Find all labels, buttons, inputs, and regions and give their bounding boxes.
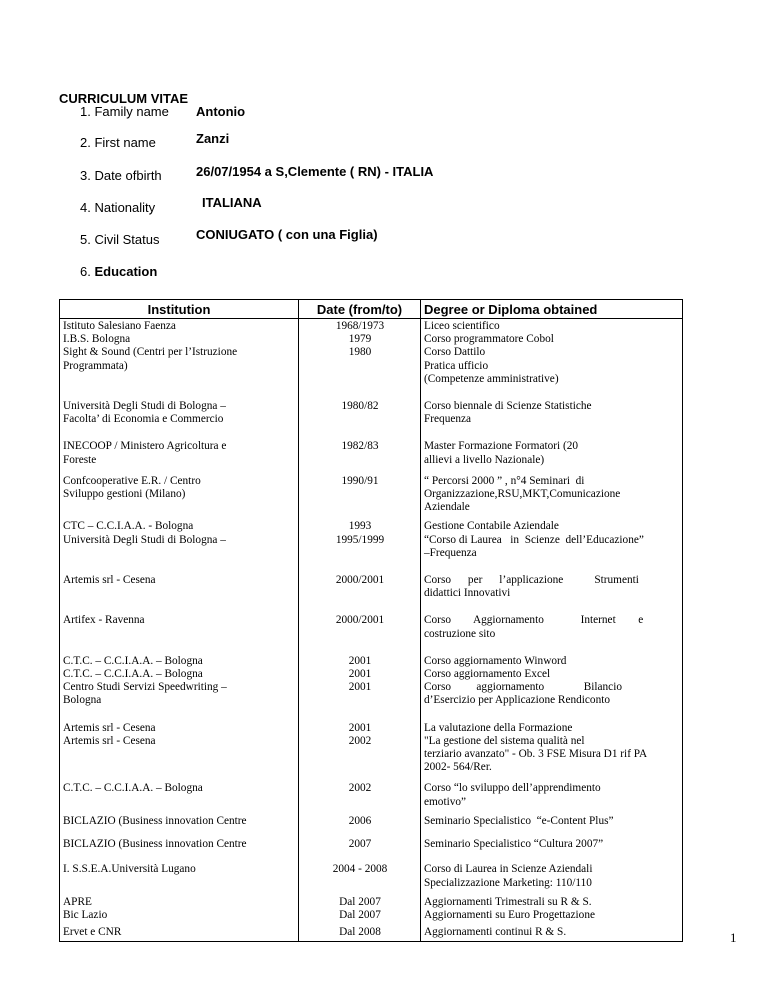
cell-degree [421, 562, 683, 602]
cell-date-line: 1993 [348, 520, 372, 533]
cell-date [299, 924, 421, 942]
cell-degree-line: d’Esercizio per Applicazione Rendiconto [424, 694, 611, 707]
cell-degree-line: “ Percorsi 2000 ” , n°4 Seminari di [424, 474, 585, 487]
cell-degree-line: Corso aggiornamento Bilancio [424, 681, 622, 694]
page-number: 1 [730, 930, 737, 945]
cell-institution [60, 428, 299, 468]
education-heading [80, 264, 157, 279]
cell-degree-line: Corso “lo sviluppo dell’apprendimento [424, 782, 601, 795]
cell-degree-line: Corso aggiornamento Winword [424, 654, 567, 667]
cell-degree [421, 319, 683, 389]
cell-date-line: 2001 [348, 668, 372, 681]
cell-institution-line: Istituto Salesiano Faenza [63, 320, 176, 332]
table-row [60, 562, 683, 602]
cell-institution [60, 602, 299, 642]
cell-institution-line: Università Degli Studi di Bologna – [63, 533, 226, 546]
cell-degree [421, 811, 683, 830]
cell-institution-line: C.T.C. – C.C.I.A.A. – Bologna [63, 654, 203, 667]
cell-date-line: 2001 [348, 654, 372, 667]
cell-date-line: 2004 - 2008 [332, 863, 388, 876]
table-row [60, 469, 683, 517]
table-row [60, 388, 683, 428]
cell-institution-line: Sight & Sound (Centri per l’Istruzione [63, 346, 238, 359]
cell-date-line: 1982/83 [341, 440, 379, 453]
cell-date [299, 388, 421, 428]
column-header-date: Date (from/to) [299, 300, 421, 319]
cell-date-line: Dal 2007 [339, 908, 381, 921]
cell-degree-line: –Frequenza [424, 546, 477, 559]
table-row [60, 428, 683, 468]
cell-degree-line: Organizzazione,RSU,MKT,Comunicazione [424, 488, 621, 501]
cell-date-line: Dal 2007 [339, 895, 381, 908]
cell-institution-line: BICLAZIO (Business innovation Centre [63, 838, 247, 851]
cell-degree-line: emotivo” [424, 795, 467, 808]
field-value-nationality: ITALIANA [202, 195, 262, 210]
cell-degree-line: Specializzazione Marketing: 110/110 [424, 876, 592, 889]
table-row [60, 924, 683, 942]
cell-degree-line: Frequenza [424, 413, 472, 426]
cell-degree [421, 643, 683, 710]
cell-degree [421, 853, 683, 891]
cell-date-line: 2001 [348, 721, 372, 734]
table-row [60, 892, 683, 924]
cell-degree-line: “Corso di Laurea in Scienze dell’Educazione” [424, 533, 644, 546]
cell-institution [60, 319, 299, 389]
education-heading-number: 6. [80, 264, 91, 279]
cell-date [299, 319, 421, 389]
table-row [60, 710, 683, 777]
cell-date [299, 428, 421, 468]
cell-degree-line: Aggiornamenti Trimestrali su R & S. [424, 895, 592, 908]
cell-degree-line: didattici Innovativi [424, 587, 511, 600]
cell-institution [60, 710, 299, 777]
cell-institution-line: Ervet e CNR [63, 926, 122, 939]
cell-date-line: 2006 [348, 814, 372, 827]
cell-date [299, 562, 421, 602]
cell-institution-line: Centro Studi Servizi Speedwriting – [63, 681, 227, 694]
cell-date [299, 643, 421, 710]
cell-degree [421, 602, 683, 642]
cell-date-line: 2000/2001 [335, 614, 385, 627]
cell-institution-line: APRE [63, 895, 92, 908]
cell-degree [421, 428, 683, 468]
cell-date [299, 853, 421, 891]
field-value-family-name: Antonio [196, 104, 246, 119]
cell-institution-line: I.B.S. Bologna [63, 333, 131, 346]
cell-degree [421, 710, 683, 777]
cell-degree-line: Aziendale [424, 501, 470, 514]
cell-degree-line: Seminario Specialistico “e-Content Plus” [424, 814, 614, 827]
cell-date-line: 1980 [348, 346, 372, 359]
cell-date-line: 1968/1973 [335, 320, 385, 332]
cell-degree-line: costruzione sito [424, 627, 496, 640]
cell-degree-line: Corso biennale di Scienze Statistiche [424, 400, 592, 413]
cell-degree [421, 830, 683, 853]
cell-degree [421, 469, 683, 517]
cell-degree-line: Seminario Specialistico “Cultura 2007” [424, 838, 604, 851]
cell-degree-line: Corso programmatore Cobol [424, 333, 554, 346]
cell-institution-line: Confcooperative E.R. / Centro [63, 474, 201, 487]
cell-institution-line: C.T.C. – C.C.I.A.A. – Bologna [63, 782, 203, 795]
cell-institution-line: Università Degli Studi di Bologna – [63, 400, 226, 413]
cell-date-line: 1995/1999 [335, 533, 385, 546]
column-header-degree: Degree or Diploma obtained [421, 300, 683, 319]
cell-degree-line: allievi a livello Nazionale) [424, 453, 545, 466]
cell-date-line: 2002 [348, 782, 372, 795]
field-value-date-of-birth: 26/07/1954 a S,Clemente ( RN) - ITALIA [196, 164, 434, 179]
cell-date-line: 2001 [348, 681, 372, 694]
cell-date-line: 2002 [348, 734, 372, 747]
field-label-date-of-birth: 3. Date ofbirth [80, 168, 162, 183]
cell-date-line: 1990/91 [341, 474, 379, 487]
cell-institution-line: Artemis srl - Cesena [63, 721, 156, 734]
education-table [59, 299, 683, 942]
cell-institution [60, 776, 299, 810]
cell-degree-line: Gestione Contabile Aziendale [424, 520, 559, 533]
cell-degree-line: Master Formazione Formatori (20 [424, 440, 579, 453]
cell-institution-line: C.T.C. – C.C.I.A.A. – Bologna [63, 668, 203, 681]
cell-institution-line: I. S.S.E.A.Università Lugano [63, 863, 196, 876]
cell-institution-line: BICLAZIO (Business innovation Centre [63, 814, 247, 827]
cell-institution-line: Foreste [63, 453, 97, 466]
table-row [60, 643, 683, 710]
cell-institution-line: Artemis srl - Cesena [63, 574, 156, 587]
cell-degree-line: Aggiornamenti su Euro Progettazione [424, 908, 595, 921]
education-heading-label: Education [94, 264, 158, 279]
cell-institution-line: Sviluppo gestioni (Milano) [63, 488, 186, 501]
cell-date-line: Dal 2008 [339, 926, 381, 939]
cell-institution [60, 892, 299, 924]
cell-institution [60, 830, 299, 853]
cell-degree-line: Corso Dattilo [424, 346, 486, 359]
cell-date-line: 2000/2001 [335, 574, 385, 587]
cell-institution [60, 853, 299, 891]
field-label-civil-status: 5. Civil Status [80, 232, 160, 247]
table-row [60, 319, 683, 389]
cell-institution [60, 643, 299, 710]
cell-degree-line: Pratica ufficio [424, 359, 489, 372]
field-label-first-name: 2. First name [80, 135, 156, 150]
cell-degree [421, 924, 683, 942]
cell-institution-line: Bologna [63, 694, 102, 707]
cell-degree-line: Liceo scientifico [424, 320, 500, 332]
cell-date [299, 776, 421, 810]
cell-institution-line: Bic Lazio [63, 908, 108, 921]
table-row [60, 776, 683, 810]
cell-institution [60, 388, 299, 428]
cell-degree [421, 776, 683, 810]
field-value-civil-status: CONIUGATO ( con una Figlia) [196, 227, 378, 242]
cell-institution [60, 562, 299, 602]
cell-date [299, 469, 421, 517]
cell-degree [421, 388, 683, 428]
cell-institution [60, 811, 299, 830]
table-row [60, 516, 683, 562]
field-label-family-name: 1. Family name [80, 104, 169, 119]
table-row [60, 830, 683, 853]
field-value-first-name: Zanzi [196, 131, 230, 146]
cell-date-line: 1980/82 [341, 400, 379, 413]
cell-degree-line: Corso Aggiornamento Internet e [424, 614, 644, 627]
cell-date [299, 811, 421, 830]
cell-institution [60, 924, 299, 942]
cell-date [299, 602, 421, 642]
cell-degree-line: Corso aggiornamento Excel [424, 668, 551, 681]
cell-degree-line: "La gestione del sistema qualità nel [424, 734, 585, 747]
cell-degree-line: 2002- 564/Rer. [424, 761, 492, 774]
cell-degree-line: La valutazione della Formazione [424, 721, 573, 734]
cell-institution-line: CTC – C.C.I.A.A. - Bologna [63, 520, 194, 533]
cell-degree-line: (Competenze amministrative) [424, 372, 559, 385]
cell-date [299, 830, 421, 853]
cell-institution [60, 469, 299, 517]
cell-degree [421, 516, 683, 562]
cell-institution-line: Artemis srl - Cesena [63, 734, 156, 747]
cell-institution-line: Artifex - Ravenna [63, 614, 145, 627]
cell-institution-line: Facolta’ di Economia e Commercio [63, 413, 224, 426]
cell-date-line: 1979 [348, 333, 372, 346]
cell-degree-line: Aggiornamenti continui R & S. [424, 926, 567, 939]
education-table-header [60, 300, 683, 319]
cell-degree-line: Corso di Laurea in Scienze Aziendali [424, 863, 593, 876]
table-row [60, 853, 683, 891]
table-row [60, 602, 683, 642]
cell-date [299, 710, 421, 777]
cell-date [299, 516, 421, 562]
cell-institution-line: INECOOP / Ministero Agricoltura e [63, 440, 227, 453]
cell-institution [60, 516, 299, 562]
cell-institution-line: Programmata) [63, 359, 128, 372]
cell-degree [421, 892, 683, 924]
document-title: CURRICULUM VITAE [59, 91, 189, 106]
table-row [60, 811, 683, 830]
cell-date [299, 892, 421, 924]
cell-degree-line: Corso per l’applicazione Strumenti [424, 574, 639, 587]
field-label-nationality: 4. Nationality [80, 200, 156, 215]
cell-degree-line: terziario avanzato" - Ob. 3 FSE Misura D1 rif PA [424, 748, 648, 761]
column-header-institution: Institution [60, 300, 299, 319]
cell-date-line: 2007 [348, 838, 372, 851]
